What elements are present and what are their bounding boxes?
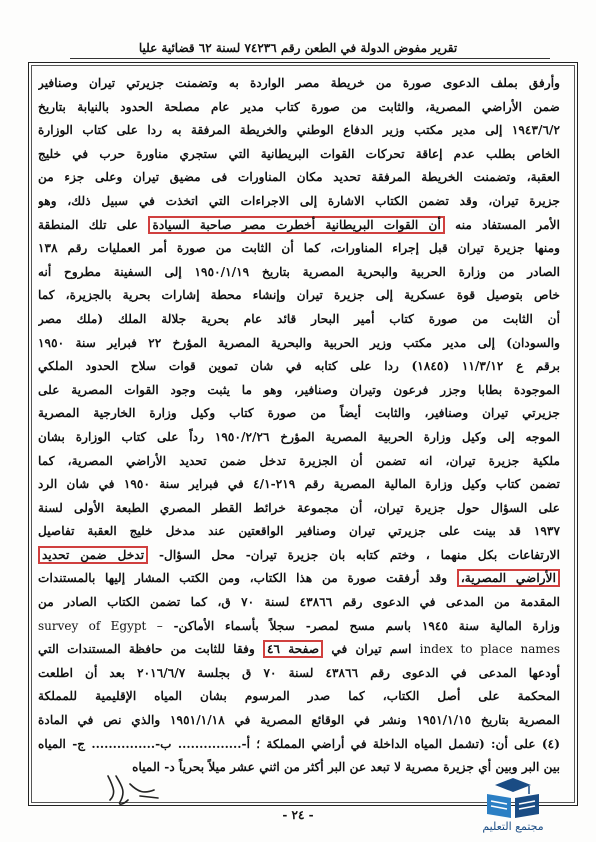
site-logo — [448, 776, 578, 838]
line-text: اسم تيران في — [331, 642, 412, 657]
text-line — [38, 237, 560, 261]
logo-text: مجتمع التعليم — [482, 820, 544, 833]
line-text: وفقا للثابت من حافظة المستندات التي — [38, 642, 255, 657]
line-text: جزيرة تيران، وقد تضمن الكتاب الاشارة إلى الاجراءات التي اتخذت في سبيل ذلك، وهو — [38, 193, 560, 208]
text-line — [38, 662, 560, 686]
line-text: وأرفق بملف الدعوى صورة من خريطة مصر الواردة به وتضمنت جزيرتي تيران وصنافير — [38, 76, 560, 90]
line-text: أودعها المدعى في الدعوى رقم ٤٣٨٦٦ لسنة ٧٠ ق بجلسة ٢٠١٦/٦/٧ بعد أن اطلعت — [38, 665, 560, 680]
handwritten-signature-icon — [100, 770, 170, 810]
highlighted-text: الأراضي المصرية، — [457, 569, 560, 587]
text-line — [38, 685, 560, 709]
line-text: على السؤال حول جزيرة تيران، أن مجموعة خرائط القطر المصري الطبعة الأولى لسنة — [38, 500, 560, 515]
line-text: خاص بتوصيل قوة عسكرية إلى جزيرة تيران وإنشاء محطة إشارات بحرية بالجزيرة، كما — [38, 288, 560, 303]
text-line — [38, 379, 560, 403]
line-text: المقدمة من المدعى في الدعوى رقم ٤٣٨٦٦ لسنة ٧٠ ق، كما تضمن الكتاب الصادر من — [38, 595, 560, 610]
line-text: الأمر المستفاد منه — [455, 217, 560, 232]
line-text: الموجه إلى وكيل وزارة الحربية المصرية المؤرخ ١٩٥٠/٢/٢٦ رداً على كتاب الوزارة بشان — [38, 429, 560, 444]
line-text: ١٩٤٣/٦/٢ إلى مدير مكتب وزير الدفاع الوطني والخريطة المرفقة به ردا على كتاب الوزارة — [38, 123, 560, 138]
line-text: الارتفاعات بكل منهما ، وختم كتابه بان جزيرة تيران- محل السؤال- — [158, 547, 560, 562]
line-text: جزيرتي تيران وصنافير، والثابت أيضاً من صورة كتاب وكيل وزارة الخارجية المصرية — [38, 406, 560, 421]
line-text: وقد أرفقت صورة من هذا الكتاب، ومن الكتب المشار إليها بالمستندات — [38, 571, 448, 586]
header-divider — [70, 58, 550, 59]
line-text: (٤) على أن: (تشمل المياه الداخلة في أراضي المملكة ؛ أ-............... ب-............... ج- المياه — [38, 736, 560, 751]
line-text: ضمن الأراضي المصرية، والثابت من صورة كتاب مدير عام مصلحة الحدود بالنيابة بتاريخ — [38, 99, 560, 114]
line-text: على تلك المنطقة — [38, 217, 139, 232]
document-body — [38, 72, 560, 780]
line-text: الصادر من وزارة الحربية والبحرية المصرية بتاريخ ١٩٥٠/١/١٩ إلى السفينة مطروح أنه — [38, 264, 560, 279]
text-line — [38, 567, 560, 591]
text-line — [38, 119, 560, 143]
text-line — [38, 72, 560, 96]
text-line — [38, 143, 560, 167]
line-text: بين البر وبين أي جزيرة مصرية لا تبعد عن البر أكثر من اثني عشر ميلاً بحرياً د- المياه — [132, 760, 560, 775]
text-line — [38, 166, 560, 190]
highlighted-text: تدخل ضمن تحديد — [38, 546, 148, 564]
line-text: العقبة، وتضمنت الخريطة المرفقة تحديد مكان المناورات فى مضيق تيران وعلى جزء من — [38, 170, 560, 185]
line-text: المحكمة على أصل الكتاب، كما صدر المرسوم بشان المياه الإقليمية للمملكة — [38, 689, 560, 704]
text-line — [38, 709, 560, 733]
text-line — [38, 473, 560, 497]
line-text: وزارة المالية سنة ١٩٤٥ باسم مسح لمصر- سجلاً بأسماء الأماكن- — [173, 618, 560, 633]
line-text: ومنها جزيرة تيران قبل إجراء المناورات، كما أن الثابت من صورة أمر العمليات رقم ١٣٨ — [38, 241, 560, 256]
english-text: survey of Egypt – — [38, 618, 163, 633]
text-line — [38, 96, 560, 120]
line-text: ١٩٣٧ قد بينت على جزيرتي تيران وصنافير الواقعتين عند مدخل خليج العقبة تفاصيل — [38, 524, 560, 539]
text-line — [38, 426, 560, 450]
line-text: والسودان) إلى مدير مكتب وزير الحربية والبحرية المصرية المؤرخ ٢٢ فبراير سنة ١٩٥٠ — [38, 335, 560, 350]
line-text: المصرية بتاريخ ١٩٥١/١/١٥ ونشر في الوقائع المصرية في ١٩٥١/١/١٨ والذي نص في المادة — [38, 713, 560, 728]
text-line — [38, 190, 560, 214]
text-line — [38, 332, 560, 356]
text-line — [38, 402, 560, 426]
text-line — [38, 497, 560, 521]
highlighted-text: أن القوات البريطانية أخطرت مصر صاحبة السيادة — [148, 216, 444, 234]
highlighted-text: صفحة ٤٦ — [263, 640, 323, 658]
page-number: - ٢٤ - — [282, 808, 314, 822]
text-line — [38, 355, 560, 379]
line-text: برقم ع ١١/٣/١٢ (١٨٤٥) ردا على كتابه في شان تموين قوات سلاح الحدود الملكي — [38, 359, 560, 374]
report-header: تقرير مفوض الدولة في الطعن رقم ٧٤٢٣٦ لسنة ٦٢ قضائية عليا — [138, 41, 458, 55]
line-text: تضمن كتاب وكيل وزارة المالية المصرية رقم ٢١٩-٤/١ في فبراير سنة ١٩٥٠ في شان الرد — [38, 477, 560, 492]
english-text: index to place names — [419, 642, 560, 657]
text-line — [38, 261, 560, 285]
text-line — [38, 733, 560, 757]
text-line — [38, 450, 560, 474]
line-text: أن الثابت من صورة كتاب أمير البحار قائد عام بحرية جلالة الملك (ملك مصر — [38, 311, 560, 326]
line-text: الخاص بطلب عدم إعاقة تحركات القوات البريطانية التي ستجري مناورة حرب في خليج — [38, 146, 560, 161]
text-line — [38, 214, 560, 238]
text-line — [38, 591, 560, 615]
text-line — [38, 615, 560, 639]
text-line — [38, 520, 560, 544]
text-line — [38, 284, 560, 308]
text-line — [38, 308, 560, 332]
text-line — [38, 638, 560, 662]
book-graduation-cap-icon — [481, 776, 545, 820]
line-text: الموجودة بطابا وجزر فرعون وتيران وصنافير، وهو ما يثبت وجود القوات المصرية على — [38, 382, 560, 397]
line-text: ملكية جزيرة تيران، انه تضمن أن الجزيرة تدخل ضمن تحديد الأراضي المصرية، كما — [38, 453, 560, 468]
text-line — [38, 544, 560, 568]
